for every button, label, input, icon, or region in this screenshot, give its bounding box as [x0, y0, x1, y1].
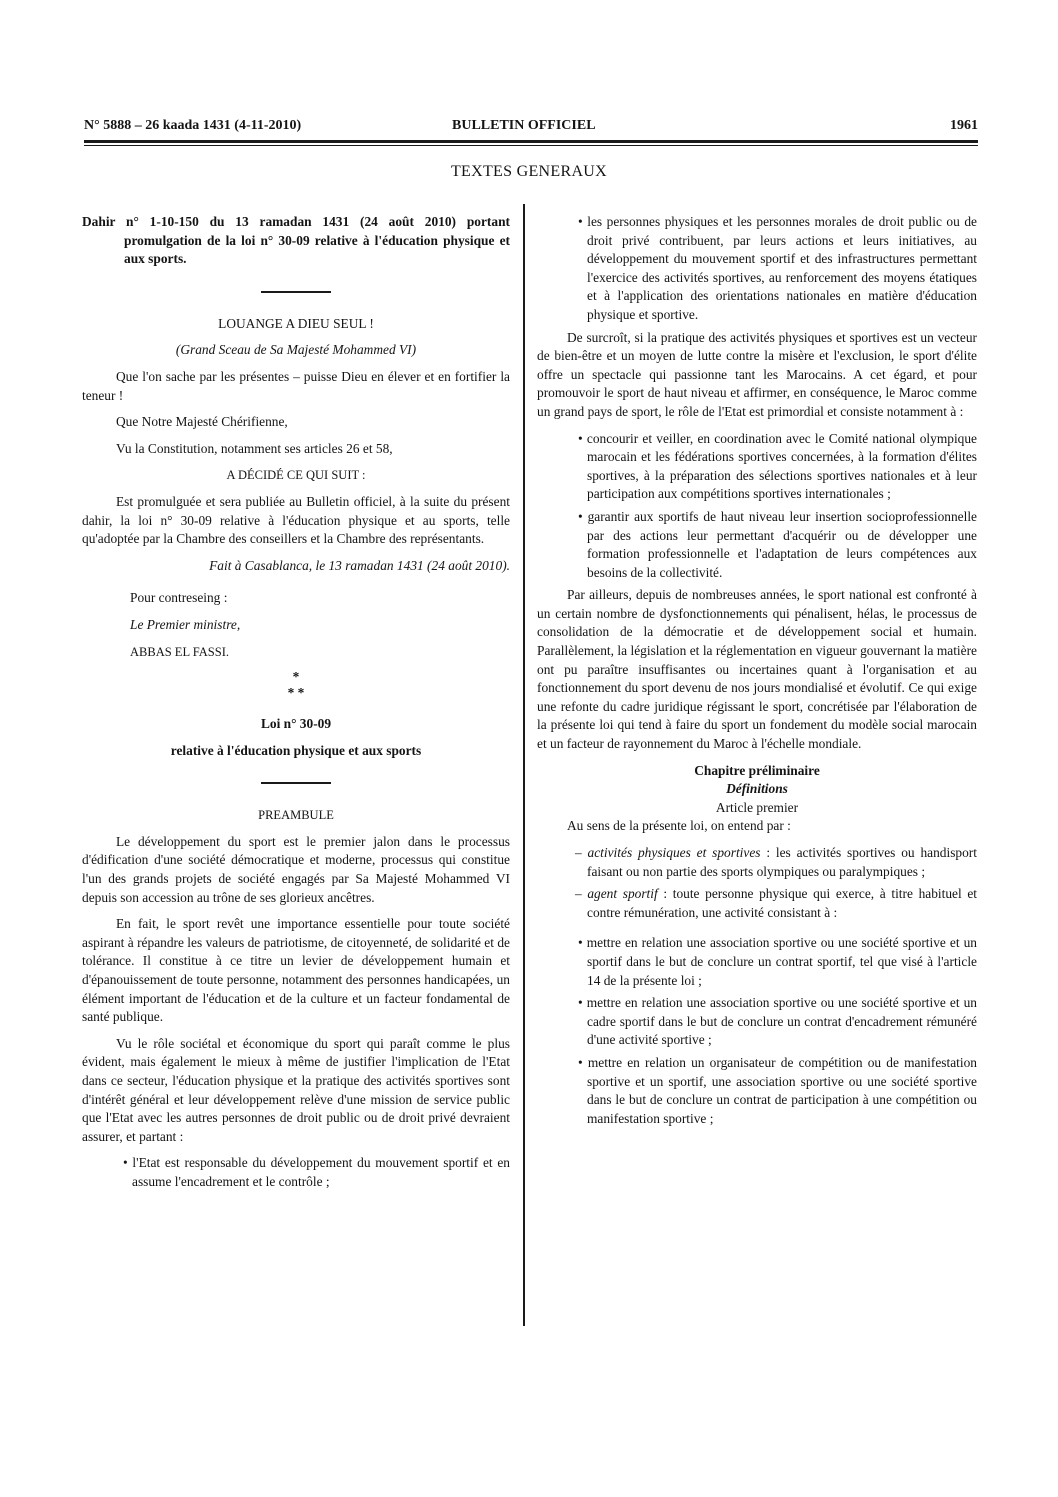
- loi-subtitle: relative à l'éducation physique et aux sports: [170, 742, 422, 758]
- ailleurs-paragraph: Par ailleurs, depuis de nombreuses années, le sport national est confronté à un certain nombre de dysfonctionnements qui pénalisent, hélas, le processus de consolidation de la démocratie et de développement social et humain. Parallèlement, la législation et la réglementation en vigueur gouvernant la matière ont pu paraître insuffisantes ou incertaines quant à l'organisation et au fonctionnement du sport devenu de nos jours mondialisé et évolutif. Ce qui exige une refonte du cadre juridique régissant le sport, concrétisée par l'élaboration de la présente loi qui tend à faire du sport un fondement du modèle social marocain et un facteur de rayonnement du Maroc à l'échelle mondiale.: [537, 587, 977, 752]
- column-divider: [523, 204, 525, 1326]
- fait-a-casablanca: Fait à Casablanca, le 13 ramadan 1431 (24 août 2010).: [209, 557, 510, 573]
- decide-heading: A DÉCIDÉ CE QUI SUIT :: [226, 468, 366, 483]
- definition-text: : toute personne physique qui exerce, à titre habituel et contre rémunération, une activité consistant à :: [587, 886, 978, 920]
- signatory-name: ABBAS EL FASSI.: [130, 644, 229, 659]
- section-title: TEXTES GENERAUX: [450, 163, 608, 180]
- header-rule-thick: [84, 140, 978, 143]
- page-number: 1961: [950, 118, 978, 133]
- definition-agent: – agent sportif : toute personne physique qui exerce, à titre habituel et contre rémunération, une activité consistant à :: [575, 886, 978, 920]
- header-rule-thin: [84, 145, 978, 146]
- louange: LOUANGE A DIEU SEUL !: [218, 315, 374, 331]
- definitions-heading: Définitions: [726, 781, 788, 797]
- bullet-personnes-physiques: • les personnes physiques et les personnes morales de droit public ou de droit privé contribuent, par leurs actions et leurs initiatives, au développement du mouvement sportif et des infrastructures permettant l'exercice des activités sportives, au renforcement des moyens étatiques et à l'application des orientations nationales en matière d'éducation physique et sportive.: [578, 214, 977, 322]
- preamble-paragraph: Que l'on sache par les présentes – puisse Dieu en élever et en fortifier la teneur !: [82, 368, 510, 403]
- preambule-paragraph-1: Le développement du sport est le premier jalon dans le processus d'édification d'une société démocratique et moderne, processus qui constitue l'un des grands projets de société engagés par Sa Majesté Mohammed VI depuis son accession au trône de ses glorieux ancêtres.: [82, 833, 510, 905]
- constitution-line: Vu la Constitution, notamment ses articles 26 et 58,: [116, 440, 393, 456]
- bullet-contrat-participation: • mettre en relation un organisateur de compétition ou de manifestation sportive et un sportif, une association sportive ou une société sportive dans le but de conclure un contrat de participation à une compétition ou manifestation sportive ;: [578, 1054, 977, 1126]
- left-column: [82, 213, 510, 1196]
- surcroit-paragraph: De surcroît, si la pratique des activités physiques et sportives est un vecteur de bien-être et un moyen de lutte contre la misère et l'exclusion, le sport d'élite offre un spectacle qui passionne tant les Marocains. A cet égard, et pour promouvoir le sport de haut niveau et affirmer, en conséquence, le Maroc comme un grand pays de sport, le rôle de l'Etat est primordial et consiste notamment à :: [537, 329, 977, 419]
- sens-line: Au sens de la présente loi, on entend par :: [567, 818, 791, 834]
- right-column: [537, 213, 977, 1132]
- preambule-paragraph-3: Vu le rôle sociétal et économique du sport qui paraît comme le plus évident, mais également le mieux à même de justifier l'implication de l'Etat dans ce secteur, l'éducation physique et la pratique des activités sportives sont d'intérêt général et leur développement relève d'une mission de service public que l'Etat avec les autres personnes de droit public ou de droit privé devraient assurer, et partant :: [82, 1035, 510, 1144]
- definition-text: : les activités sportives ou handisport faisant ou non partie des sports olympiques ou paralympiques ;: [587, 845, 977, 879]
- preambule-heading: PREAMBULE: [258, 808, 334, 823]
- preambule-paragraph-2: En fait, le sport revêt une importance essentielle pour toute société aspirant à répandre les valeurs de patriotisme, de citoyenneté, de solidarité et de tolérance. Il constitue à ce titre un levier de développement humain et d'épanouissement de toute personne, notamment des personnes handicapées, un élément important de l'éducation et de la culture et un facteur fondamental de santé publique.: [82, 916, 510, 1025]
- bullet-contrat-encadrement: • mettre en relation une association sportive ou une société sportive et un cadre sportif dans le but de conclure un contrat d'encadrement rémunéré d'une activité sportive ;: [578, 995, 977, 1048]
- majeste-line: Que Notre Majesté Chérifienne,: [116, 414, 288, 430]
- issue-number: N° 5888 – 26 kaada 1431 (4-11-2010): [84, 118, 302, 133]
- definition-term: agent sportif: [587, 886, 658, 902]
- star-ornament-bottom: * *: [287, 685, 305, 701]
- dahir-title: Dahir n° 1-10-150 du 13 ramadan 1431 (24 août 2010) portant promulgation de la loi n° 30-09 relative à l'éducation physique et aux sports.: [82, 214, 510, 267]
- publication-title: BULLETIN OFFICIEL: [452, 118, 596, 133]
- promulgation-paragraph: Est promulguée et sera publiée au Bulletin officiel, à la suite du présent dahir, la loi n° 30-09 relative à l'éducation physique et au sports, telle qu'adoptée par la Chambre des conseillers et la Chambre des représentants.: [82, 493, 510, 547]
- bullet-garantir: • garantir aux sportifs de haut niveau leur insertion socioprofessionnelle par des actions leur permettant d'acquérir ou de développer une formation professionnelle et l'adaptation de leurs compétences aux besoins de la collectivité.: [578, 508, 977, 580]
- definition-activites: – activités physiques et sportives : les activités sportives ou handisport faisant ou non partie des sports olympiques ou paralympiques ;: [575, 845, 977, 879]
- bullet-etat-responsable: • l'Etat est responsable du développement du mouvement sportif et en assume l'encadrement et le contrôle ;: [123, 1155, 510, 1189]
- loi-title: Loi n° 30-09: [260, 716, 332, 732]
- star-ornament-top: *: [292, 669, 300, 685]
- grand-sceau: (Grand Sceau de Sa Majesté Mohammed VI): [175, 342, 417, 358]
- definition-term: activités physiques et sportives: [587, 845, 761, 860]
- chapitre-heading: Chapitre préliminaire: [694, 762, 820, 778]
- contreseing: Pour contreseing :: [130, 590, 228, 606]
- premier-ministre: Le Premier ministre,: [130, 616, 241, 632]
- article-heading: Article premier: [715, 799, 799, 815]
- bullet-contrat-sportif: • mettre en relation une association sportive ou une société sportive et un sportif dans le but de conclure un contrat sportif, tel que visé à l'article 14 de la présente loi ;: [578, 935, 977, 988]
- page-header: [84, 118, 978, 138]
- bullet-concourir: • concourir et veiller, en coordination avec le Comité national olympique marocain et les fédérations sportives concernées, à la formation d'élites sportives, à la préparation des sélections sportives nationales et à leur participation aux compétitions sportives internationales ;: [578, 430, 977, 502]
